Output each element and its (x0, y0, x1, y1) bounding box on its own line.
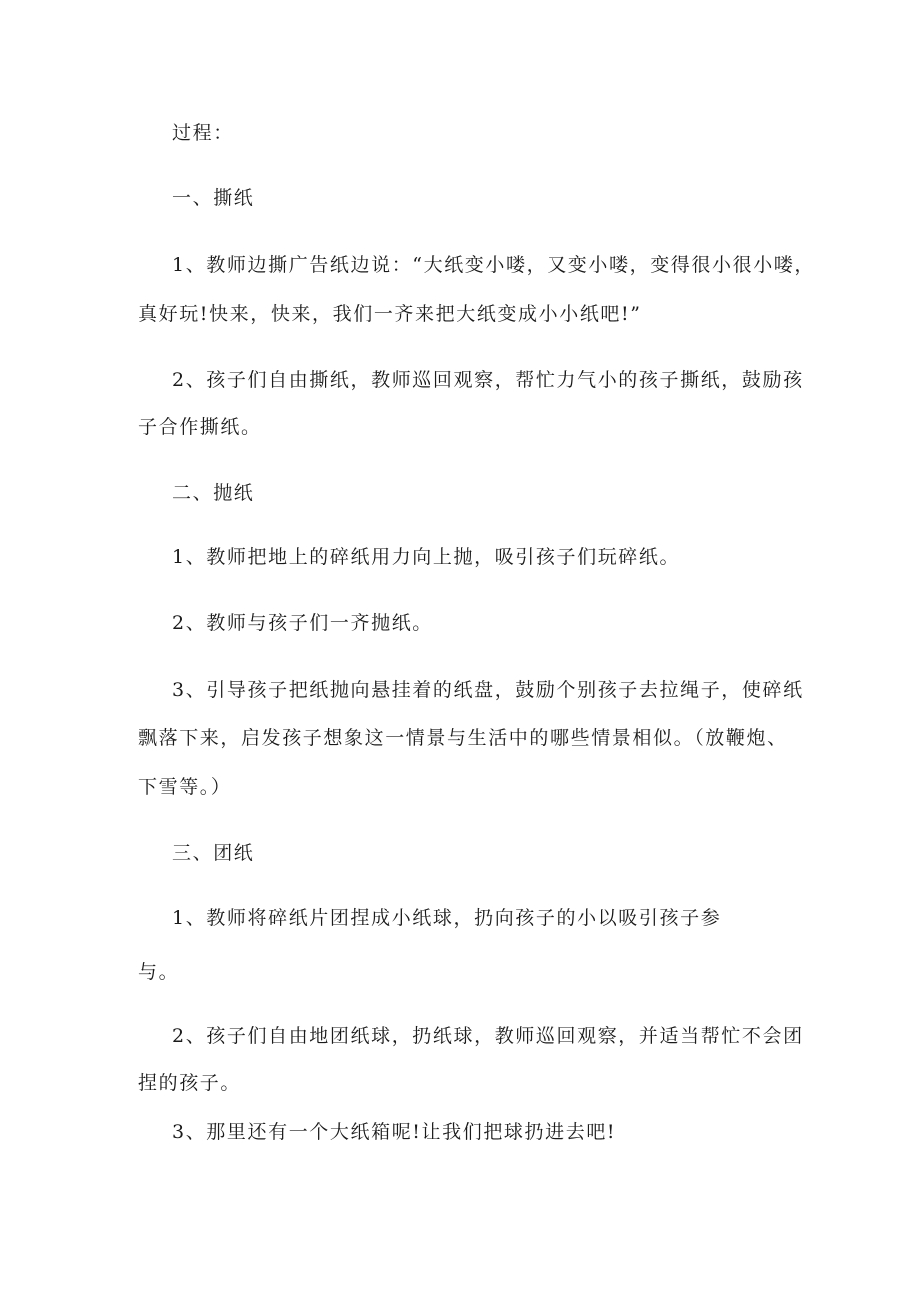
paragraph-line: 下雪等。） (138, 776, 232, 798)
paragraph-line: 1、教师边撕广告纸边说：“大纸变小喽，又变小喽，变得很小很小喽， (172, 254, 816, 276)
paragraph-line: 1、教师把地上的碎纸用力向上抛，吸引孩子们玩碎纸。 (172, 546, 681, 568)
paragraph-line: 飘落下来，启发孩子想象这一情景与生活中的哪些情景相似。（放鞭炮、 (138, 727, 788, 749)
paragraph-line: 与。 (138, 961, 180, 983)
paragraph-line: 1、教师将碎纸片团捏成小纸球，扔向孩子的小以吸引孩子参 (172, 907, 722, 929)
paragraph-line: 3、那里还有一个大纸箱呢!让我们把球扔进去吧! (172, 1121, 617, 1143)
section-title-tear-paper: 一、撕纸 (172, 187, 255, 209)
section-title-throw-paper: 二、抛纸 (172, 482, 255, 504)
paragraph-line: 捏的孩子。 (138, 1072, 242, 1094)
process-heading: 过程： (172, 122, 234, 144)
paragraph-line: 子合作撕纸。 (138, 416, 262, 438)
paragraph-line: 2、孩子们自由地团纸球，扔纸球，教师巡回观察，并适当帮忙不会团 (172, 1025, 804, 1047)
paragraph-line: 真好玩!快来，快来，我们一齐来把大纸变成小小纸吧!” (138, 303, 642, 325)
paragraph-line: 3、引导孩子把纸抛向悬挂着的纸盘，鼓励个别孩子去拉绳子，使碎纸 (172, 679, 804, 701)
paragraph-line: 2、教师与孩子们一齐抛纸。 (172, 612, 433, 634)
section-title-ball-paper: 三、团纸 (172, 842, 255, 864)
paragraph-line: 2、孩子们自由撕纸，教师巡回观察，帮忙力气小的孩子撕纸，鼓励孩 (172, 369, 804, 391)
